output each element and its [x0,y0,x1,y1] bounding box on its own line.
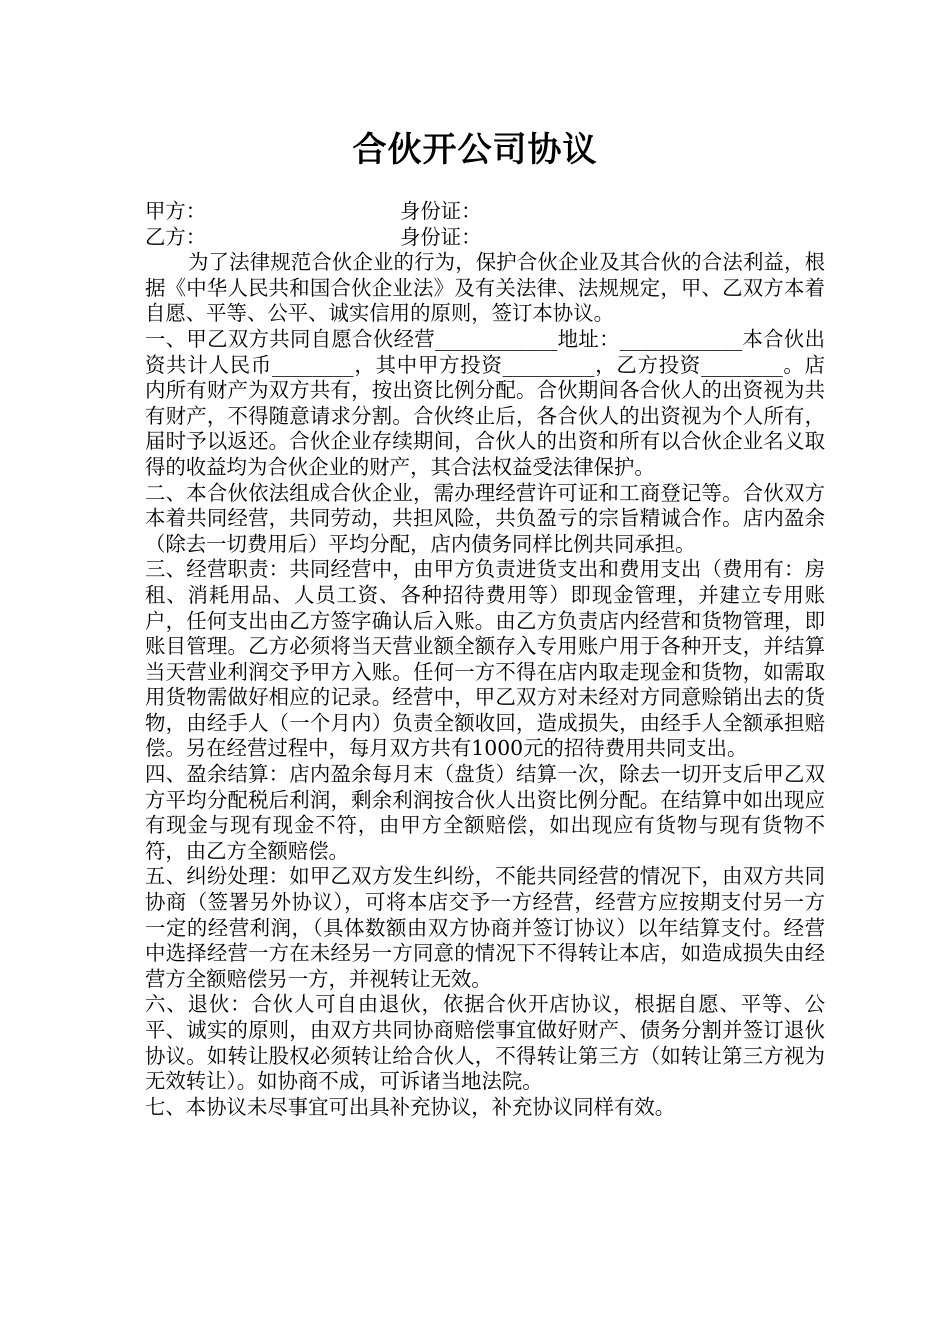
document-body [145,199,825,1120]
clause-1: 一、甲乙双方共同自愿合伙经营____________地址：____________本合伙出资共计人民币________，其中甲方投资_________，乙方投资________。店内所有财产为双方共有，按出资比例分配。合伙期间各合伙人的出资视为共有财产，不得随意请求分割。合伙终止后，各合伙人的出资视为个人所有，届时予以返还。合伙企业存续期间，合伙人的出资和所有以合伙企业名义取得的收益均为合伙企业的财产，其合法权益受法律保护。 [145,326,825,479]
document-title: 合伙开公司协议 [352,130,598,170]
party-a-label: 甲方： [145,199,207,223]
clause-6: 六、退伙：合伙人可自由退伙，依据合伙开店协议，根据自愿、平等、公平、诚实的原则，由双方共同协商赔偿事宜做好财产、债务分割并签订退伙协议。如转让股权必须转让给合伙人，不得转让第三方（如转让第三方视为无效转让）。如协商不成，可诉诸当地法院。 [145,992,825,1094]
clause-3: 三、经营职责：共同经营中，由甲方负责进货支出和费用支出（费用有：房租、消耗用品、人员工资、各种招待费用等）即现金管理，并建立专用账户，任何支出由乙方签字确认后入账。由乙方负责店内经营和货物管理，即账目管理。乙方必须将当天营业额全额存入专用账户用于各种开支，并结算当天营业利润交予甲方入账。任何一方不得在店内取走现金和货物，如需取用货物需做好相应的记录。经营中，甲乙双方对未经对方同意赊销出去的货物，由经手人（一个月内）负责全额收回，造成损失，由经手人全额承担赔偿。另在经营过程中，每月双方共有1000元的招待费用共同支出。 [145,557,825,761]
clause-4: 四、盈余结算：店内盈余每月末（盘货）结算一次，除去一切开支后甲乙双方平均分配税后利润，剩余利润按合伙人出资比例分配。在结算中如出现应有现金与现有现金不符，由甲方全额赔偿，如出现应有货物与现有货物不符，由乙方全额赔偿。 [145,762,825,863]
clause-7: 七、本协议未尽事宜可出具补充协议，补充协议同样有效。 [145,1094,676,1119]
party-b-id-label: 身份证： [400,224,482,249]
party-a-id-label: 身份证： [400,199,482,223]
party-b-row [145,225,825,251]
clause-2: 二、本合伙依法组成合伙企业，需办理经营许可证和工商登记等。合伙双方本着共同经营，共同劳动，共担风险，共负盈亏的宗旨精诚合作。店内盈余（除去一切费用后）平均分配，店内债务同样比例共同承担。 [145,480,825,556]
clause-5: 五、纠纷处理：如甲乙双方发生纠纷，不能共同经营的情况下，由双方共同协商（签署另外协议），可将本店交予一方经营，经营方应按期支付另一方一定的经营利润，（具体数额由双方协商并签订协议）以年结算支付。经营中选择经营一方在未经另一方同意的情况下不得转让本店，如造成损失由经营方全额赔偿另一方，并视转让无效。 [145,864,825,991]
party-b-label: 乙方： [145,224,207,249]
preamble-paragraph: 为了法律规范合伙企业的行为，保护合伙企业及其合伙的合法利益，根据《中华人民共和国合伙企业法》及有关法律、法规规定，甲、乙双方本着自愿、平等、公平、诚实信用的原则，签订本协议。 [145,250,825,326]
party-a-row [145,199,825,225]
